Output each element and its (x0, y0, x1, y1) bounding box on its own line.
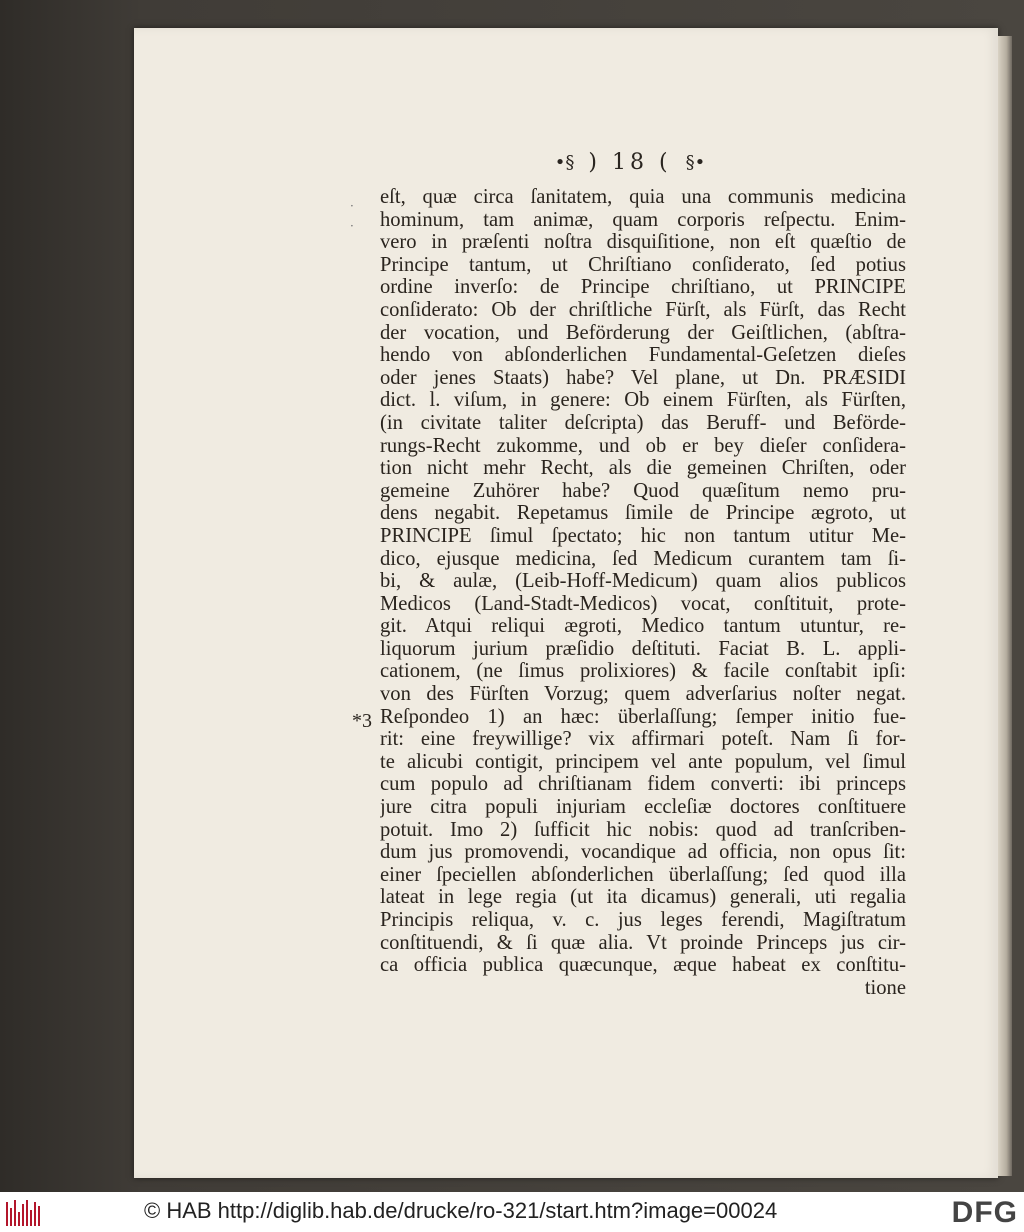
text-line: potuit. Imo 2) ſufficit hic nobis: quod ad tranſcriben- (380, 818, 906, 841)
dfg-logo: DFG (951, 1196, 1018, 1229)
text-line: dico, ejusque medicina, ſed Medicum curantem tam ſi- (380, 547, 906, 570)
text-line: dens negabit. Repetamus ſimile de Principe ægroto, ut (380, 502, 906, 525)
text-line: vero in præſenti noſtra disquiſitione, non eſt quæſtio de (380, 231, 906, 254)
text-line: ordine inverſo: de Principe chriſtiano, ut PRINCIPE (380, 276, 906, 299)
text-line: einer ſpeciellen abſonderlichen überlaſſung; ſed quod illa (380, 863, 906, 886)
page-header (380, 148, 880, 176)
text-line: liquorum jurium præſidio deſtituti. Faciat B. L. appli- (380, 637, 906, 660)
copyright-link[interactable]: © HAB http://diglib.hab.de/drucke/ro-321/start.htm?image=00024 (144, 1198, 778, 1223)
text-line: hominum, tam animæ, quam corporis reſpectu. Enim- (380, 208, 906, 231)
text-line: jure citra populi injuriam eccleſiæ doctores conſtituere (380, 796, 906, 819)
text-line: bi, & aulæ, (Leib-Hoff-Medicum) quam alios publicos (380, 570, 906, 593)
margin-note: *3 (352, 710, 372, 732)
text-line: von des Fürſten Vorzug; quem adverſarius noſter negat. (380, 683, 906, 706)
text-line: Medicos (Land-Stadt-Medicos) vocat, conſtituit, prote- (380, 592, 906, 615)
text-line: eſt, quæ circa ſanitatem, quia una communis medicina (380, 186, 906, 208)
text-line: Principe tantum, ut Chriſtiano conſiderato, ſed potius (380, 253, 906, 276)
text-line: git. Atqui reliqui ægroti, Medico tantum utuntur, re- (380, 615, 906, 638)
text-line: der vocation, und Beförderung der Geiſtlichen, (abſtra- (380, 321, 906, 344)
text-line: cum populo ad chriſtianam fidem converti: ibi princeps (380, 773, 906, 796)
text-line: te alicubi contigit, principem vel ante populum, vel ſimul (380, 750, 906, 773)
page-number: ) 18 ( (588, 149, 672, 175)
text-line: dict. l. viſum, in genere: Ob einem Fürſten, als Fürſten, (380, 389, 906, 412)
text-line: conſtituendi, & ſi quæ alia. Vt proinde Princeps jus cir- (380, 931, 906, 954)
text-line: PRINCIPE ſimul ſpectato; hic non tantum utitur Me- (380, 524, 906, 547)
page-edge (998, 36, 1012, 1176)
text-line: cationem, (ne ſimus prolixiores) & facile conſtabit ipſi: (380, 660, 906, 683)
text-line: tione (864, 976, 906, 999)
hab-logo-icon (6, 1198, 42, 1226)
left-ornament: •§ (554, 151, 575, 173)
text-line: rit: eine freywillige? vix affirmari poteſt. Nam ſi for- (380, 728, 906, 751)
text-line: (in civitate taliter deſcripta) das Beruff- und Beförde- (380, 411, 906, 434)
text-line: gemeine Zuhörer habe? Quod quæſitum nemo pru- (380, 479, 906, 502)
text-line: ca officia publica quæcunque, æque habeat ex conſtitu- (380, 954, 906, 977)
text-line: hendo von abſonderlichen Fundamental-Geſetzen dieſes (380, 344, 906, 367)
margin-marks: · · (350, 199, 354, 233)
text-line: oder jenes Staats) habe? Vel plane, ut Dn. PRÆSIDI (380, 366, 906, 389)
text-line: Principis reliqua, v. c. jus leges ferendi, Magiſtratum (380, 909, 906, 931)
text-line: tion nicht mehr Recht, als die gemeinen Chriſten, oder (380, 457, 906, 480)
text-line: rungs-Recht zukomme, und ob er bey dieſer conſidera- (380, 434, 906, 457)
text-line: conſiderato: Ob der chriſtliche Fürſt, als Fürſt, das Recht (380, 298, 906, 321)
footer-bar (0, 1192, 1024, 1232)
body-text (380, 186, 906, 999)
text-line: lateat in lege regia (ut ita dicamus) generali, uti regalia (380, 886, 906, 909)
text-line: dum jus promovendi, vocandique ad officia, non opus ſit: (380, 841, 906, 864)
right-ornament: §• (685, 151, 706, 173)
text-line: Reſpondeo 1) an hæc: überlaſſung; ſemper initio fue- (380, 705, 906, 728)
